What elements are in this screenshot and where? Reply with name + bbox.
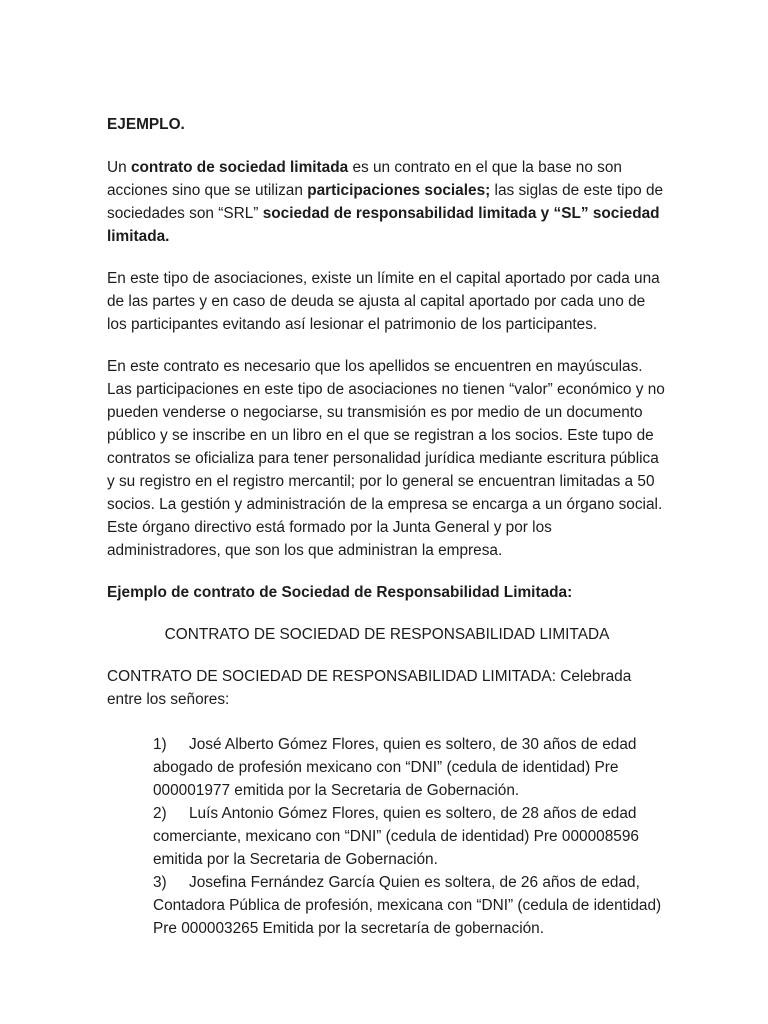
list-item (153, 733, 663, 802)
list-number: 3) (153, 874, 167, 891)
list-item-text: Josefina Fernández García Quien es soltera, de 26 años de edad, Contadora Pública de profesión, mexicana con “DNI” (cedula de identidad) Pre 000003265 Emitida por la secretaría de gobernación. (153, 874, 662, 937)
paragraph-capital-limit: En este tipo de asociaciones, existe un límite en el capital aportado por cada una de las partes y en caso de deuda se ajusta al capital aportado por cada uno de los participantes evitando así lesionar el patrimonio de los participantes. (107, 270, 660, 333)
example-heading: EJEMPLO. (107, 116, 185, 133)
paragraph-definition (107, 156, 667, 248)
paragraph-participations: En este contrato es necesario que los apellidos se encuentren en mayúsculas. Las participaciones en este tipo de asociaciones no tienen “valor” económico y no pueden venderse o negociarse, su transmisión es por medio de un documento público y se inscribe en un libro en el que se registran a los socios. Este tupo de contratos se oficializa para tener personalidad jurídica mediante escritura pública y su registro en el registro mercantil; por lo general se encuentran limitadas a 50 socios. La gestión y administración de la empresa se encarga a un órgano social. Este órgano directivo está formado por la Junta General y por los administradores, que son los que administran la empresa. (107, 358, 665, 559)
text-run: Un (107, 159, 131, 176)
list-number: 2) (153, 805, 167, 822)
parties-list (153, 733, 663, 940)
text-run: es un contrato en el que la base no son acciones sino que se utilizan (107, 159, 622, 199)
bold-run: participaciones sociales; (307, 182, 491, 199)
list-item (153, 871, 663, 940)
bold-run: contrato de sociedad limitada (130, 159, 349, 176)
list-item-text: José Alberto Gómez Flores, quien es soltero, de 30 años de edad abogado de profesión mexicano con “DNI” (cedula de identidad) Pre 000001977 emitida por la Secretaria de Gobernación. (153, 736, 637, 799)
contract-title: CONTRATO DE SOCIEDAD DE RESPONSABILIDAD LIMITADA (164, 626, 610, 643)
contract-intro: CONTRATO DE SOCIEDAD DE RESPONSABILIDAD LIMITADA: Celebrada entre los señores: (107, 668, 632, 708)
text-run: las siglas de este tipo de sociedades son “SRL” (107, 182, 664, 222)
list-number: 1) (153, 736, 167, 753)
list-item (153, 802, 663, 871)
list-item-text: Luís Antonio Gómez Flores, quien es soltero, de 28 años de edad comerciante, mexicano con “DNI” (cedula de identidad) Pre 000008596 emitida por la Secretaria de Gobernación. (153, 805, 639, 868)
document-body (107, 113, 667, 940)
bold-run: sociedad de responsabilidad limitada y “SL” sociedad limitada. (107, 205, 660, 245)
contract-example-subheading: Ejemplo de contrato de Sociedad de Responsabilidad Limitada: (107, 584, 573, 601)
